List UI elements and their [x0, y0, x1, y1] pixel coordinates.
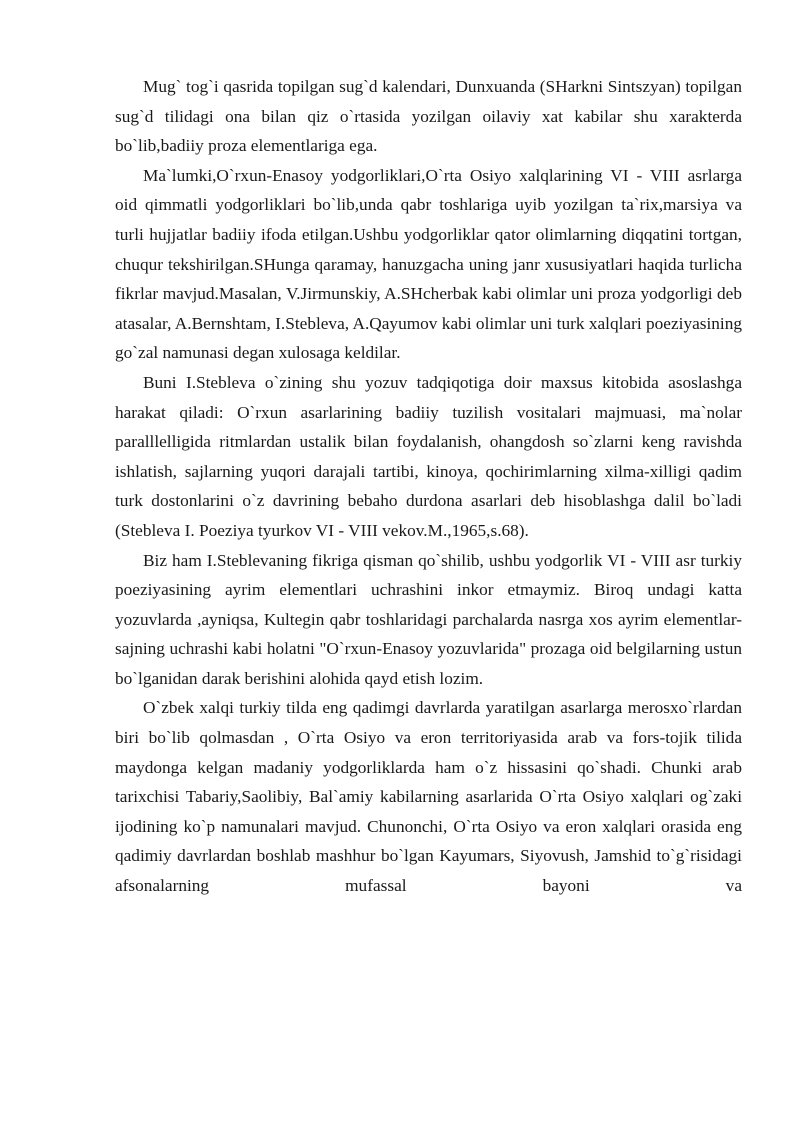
paragraph-2: Ma`lumki,O`rxun-Enasoy yodgorliklari,O`rta Osiyo xalqlarining VI - VIII asrlarga oid qimmatli yodgorliklari bo`lib,unda qabr toshlariga uyib yozilgan ta`rix,marsiya va turli hujjatlar badiiy ifoda etilgan.Ushbu yodgorliklar qator olimlarning diqqatini tortgan, chuqur tekshirilgan.SHunga qaramay, hanuzgacha uning janr xususiyatlari haqida turlicha fikrlar mavjud.Masalan, V.Jirmunskiy, A.SHcherbak kabi olimlar uni proza yodgorligi deb atasalar, A.Bernshtam, I.Stebleva, A.Qayumov kabi olimlar uni turk xalqlari poeziyasining go`zal namunasi degan xulosaga keldilar.	[115, 165, 742, 363]
paragraph-3: Buni I.Stebleva o`zining shu yozuv tadqiqotiga doir maxsus kitobida asoslashga harakat qiladi: O`rxun asarlarining badiiy tuzilish vositalari majmuasi, ma`nolar paralllelligida ritmlardan ustalik bilan foydalanish, ohangdosh so`zlarni keng ravishda ishlatish, sajlarning yuqori darajali tartibi, kinoya, qochirimlarning xilma-xilligi qadim turk dostonlarini o`z davrining bebaho durdona asarlari deb hisoblashga dalil bo`ladi (Stebleva I. Poeziya tyurkov VI - VIII vekov.M.,1965,s.68).	[115, 372, 742, 540]
paragraph-1: Mug` tog`i qasrida topilgan sug`d kalendari, Dunxuanda (SHarkni Sintszyan) topilgan sug`d tilidagi ona bilan qiz o`rtasida yozilgan oilaviy xat kabilar shu xarakterda bo`lib,badiiy proza elementlariga ega.	[115, 77, 742, 156]
document-body	[115, 72, 742, 901]
paragraph-5: O`zbek xalqi turkiy tilda eng qadimgi davrlarda yaratilgan asarlarga merosxo`rlardan biri bo`lib qolmasdan , O`rta Osiyo va eron territoriyasida arab va fors-tojik tilida maydonga kelgan madaniy yodgorliklarda ham o`z hissasini qo`shadi. Chunki arab tarixchisi Tabariy,Saolibiy, Bal`amiy kabilarning asarlarida O`rta Osiyo xalqlari og`zaki ijodining ko`p namunalari mavjud. Chunonchi, O`rta Osiyo va eron xalqlari orasida eng qadimiy davrlardan boshlab mashhur bo`lgan Kayumars, Siyovush, Jamshid to`g`risidagi afsonalarning mufassal bayoni va	[115, 698, 742, 896]
paragraph-4: Biz ham I.Steblevaning fikriga qisman qo`shilib, ushbu yodgorlik VI - VIII asr turkiy poeziyasining ayrim elementlari uchrashini inkor etmaymiz. Biroq undagi katta yozuvlarda ,ayniqsa, Kultegin qabr toshlaridagi parchalarda nasrga xos ayrim elementlar-sajning uchrashi kabi holatni "O`rxun-Enasoy yozuvlarida" prozaga oid belgilarning ustun bo`lganidan darak berishini alohida qayd etish lozim.	[115, 550, 742, 688]
